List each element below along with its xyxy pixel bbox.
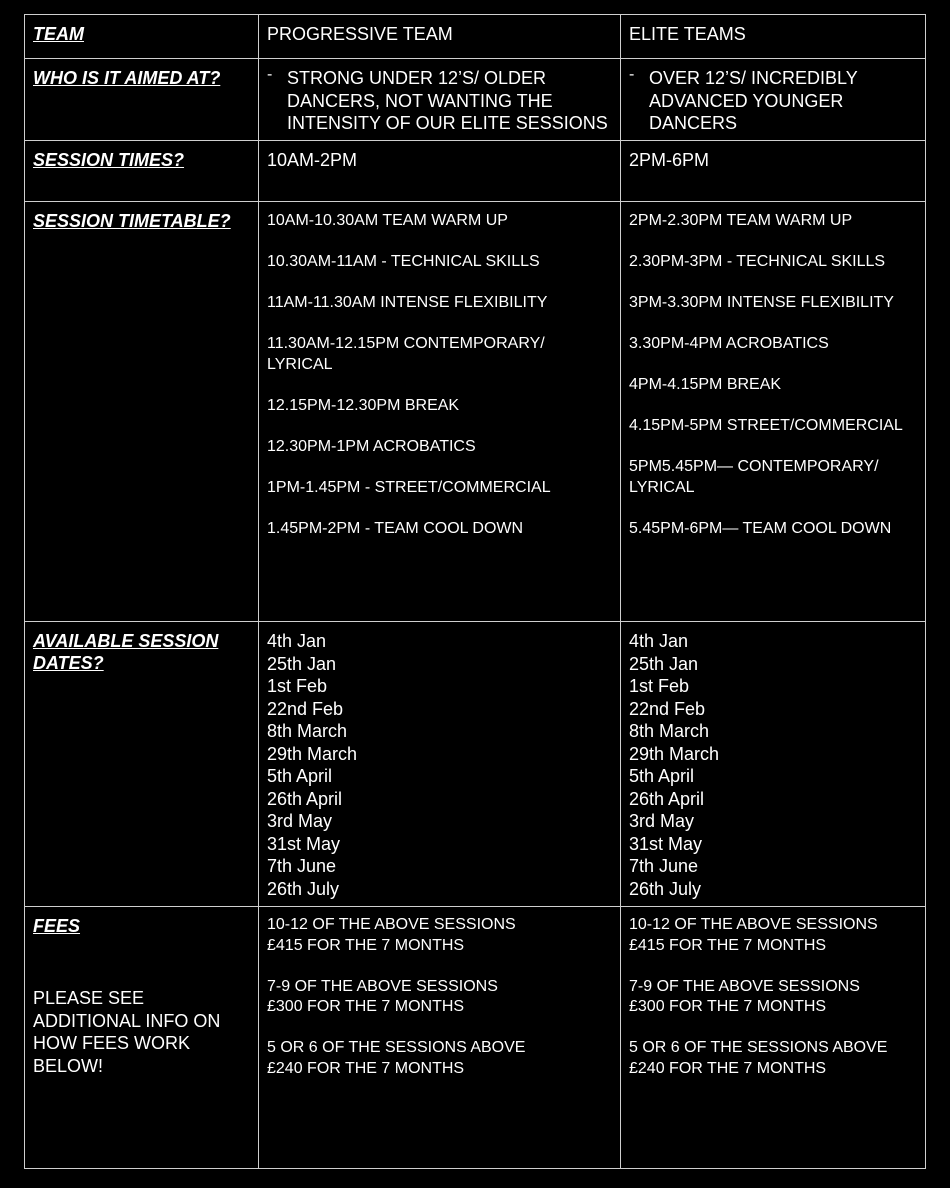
fees-label: FEES	[33, 916, 81, 936]
aimed-label-cell	[25, 59, 259, 141]
timetable-item: 10AM-10.30AM TEAM WARM UP	[267, 212, 508, 229]
timetable-item: 1.45PM-2PM - TEAM COOL DOWN	[267, 519, 524, 537]
timetable-item: 5.45PM-6PM— TEAM COOL DOWN	[629, 519, 892, 537]
timetable-row	[25, 202, 926, 622]
date-item: 22nd Feb	[267, 698, 344, 719]
timetable-item: 3.30PM-4PM ACROBATICS	[629, 335, 829, 352]
date-item: 8th March	[629, 721, 710, 741]
fees-progressive-cell	[259, 907, 621, 1169]
fee-sessions: 5 OR 6 OF THE SESSIONS ABOVE	[629, 1039, 888, 1056]
fees-label-cell	[25, 907, 259, 1169]
dates-row	[25, 622, 926, 907]
timetable-label-cell	[25, 202, 259, 622]
date-item: 26th July	[629, 878, 702, 899]
timetable-item: 11AM-11.30AM INTENSE FLEXIBILITY	[267, 294, 548, 311]
dates-progressive-cell	[259, 622, 621, 907]
bullet-dash: -	[629, 66, 635, 83]
fee-sessions: 7-9 OF THE ABOVE SESSIONS	[629, 977, 860, 995]
team-label: TEAM	[33, 24, 84, 44]
fee-sessions: 5 OR 6 OF THE SESSIONS ABOVE	[267, 1039, 526, 1056]
date-item: 5th April	[629, 766, 695, 786]
timetable-elite-cell	[621, 202, 926, 622]
header-elite-cell	[621, 15, 926, 59]
timetable-label: SESSION TIMETABLE?	[33, 211, 231, 231]
date-item: 26th April	[267, 788, 343, 809]
timetable-item: 2.30PM-3PM - TECHNICAL SKILLS	[629, 253, 886, 270]
header-progressive-cell	[259, 15, 621, 59]
aimed-elite-cell	[621, 59, 926, 141]
fee-price: £300 FOR THE 7 MONTHS	[267, 998, 465, 1015]
timetable-item: 2PM-2.30PM TEAM WARM UP	[629, 212, 853, 229]
fee-price: £415 FOR THE 7 MONTHS	[629, 936, 827, 954]
timetable-item: 12.15PM-12.30PM BREAK	[267, 396, 460, 414]
aimed-row	[25, 59, 926, 141]
date-item: 26th April	[629, 788, 705, 809]
fee-option	[267, 977, 612, 1018]
fee-option	[629, 1038, 917, 1079]
fee-price: £300 FOR THE 7 MONTHS	[629, 998, 827, 1015]
fee-option	[629, 915, 917, 956]
fee-sessions: 7-9 OF THE ABOVE SESSIONS	[267, 977, 498, 995]
timetable-item: 12.30PM-1PM ACROBATICS	[267, 437, 476, 455]
date-item: 25th Jan	[267, 653, 337, 674]
aimed-progressive-cell	[259, 59, 621, 141]
date-item: 29th March	[629, 743, 720, 764]
dates-elite-cell	[621, 622, 926, 907]
date-item: 1st Feb	[629, 676, 690, 696]
team-schedule-table	[24, 14, 926, 1169]
timetable-progressive-cell	[259, 202, 621, 622]
timetable-item: 4.15PM-5PM STREET/COMMERCIAL	[629, 417, 903, 434]
bullet-dash: -	[267, 66, 273, 83]
progressive-session-times: 10AM-2PM	[267, 150, 358, 170]
date-item: 26th July	[267, 878, 340, 899]
elite-teams-heading: ELITE TEAMS	[629, 24, 746, 44]
progressive-dates-list	[259, 622, 620, 900]
timetable-item: 4PM-4.15PM BREAK	[629, 376, 782, 393]
fee-price: £415 FOR THE 7 MONTHS	[267, 936, 465, 954]
date-item: 31st May	[629, 833, 703, 854]
timetable-item: 3PM-3.30PM INTENSE FLEXIBILITY	[629, 294, 894, 311]
date-item: 3rd May	[629, 811, 695, 831]
progressive-team-heading: PROGRESSIVE TEAM	[267, 24, 453, 44]
date-item: 22nd Feb	[629, 698, 706, 719]
aimed-progressive-text: STRONG UNDER 12’S/ OLDER DANCERS, NOT WANTING THE INTENSITY OF OUR ELITE SESSIONS	[287, 68, 608, 133]
header-label-cell	[25, 15, 259, 59]
date-item: 4th Jan	[267, 631, 327, 651]
date-item: 31st May	[267, 833, 341, 854]
date-item: 29th March	[267, 743, 358, 764]
dates-label: AVAILABLE SESSION DATES?	[33, 631, 219, 673]
progressive-timetable-list	[259, 202, 620, 539]
date-item: 7th June	[629, 856, 699, 876]
fees-note: PLEASE SEE ADDITIONAL INFO ON HOW FEES WORK BELOW!	[33, 988, 221, 1076]
fee-option	[629, 977, 917, 1018]
timetable-item: 10.30AM-11AM - TECHNICAL SKILLS	[267, 253, 540, 270]
elite-dates-list	[621, 622, 925, 900]
elite-fees	[621, 907, 925, 1079]
dates-label-cell	[25, 622, 259, 907]
fee-sessions: 10-12 OF THE ABOVE SESSIONS	[267, 916, 516, 933]
aimed-label: WHO IS IT AIMED AT?	[33, 68, 221, 88]
progressive-fees	[259, 907, 620, 1079]
aimed-elite-text: OVER 12’S/ INCREDIBLY ADVANCED YOUNGER DANCERS	[649, 68, 858, 133]
date-item: 5th April	[267, 766, 333, 786]
times-label: SESSION TIMES?	[33, 150, 185, 170]
timetable-item: 11.30AM-12.15PM CONTEMPORARY/ LYRICAL	[267, 335, 545, 373]
fee-option	[267, 915, 612, 956]
times-progressive-cell	[259, 141, 621, 202]
times-elite-cell	[621, 141, 926, 202]
date-item: 4th Jan	[629, 631, 689, 651]
fees-elite-cell	[621, 907, 926, 1169]
header-row	[25, 15, 926, 59]
fee-option	[267, 1038, 612, 1079]
date-item: 3rd May	[267, 811, 333, 831]
date-item: 1st Feb	[267, 676, 328, 696]
timetable-item: 5PM5.45PM— CONTEMPORARY/ LYRICAL	[629, 458, 879, 496]
timetable-item: 1PM-1.45PM - STREET/COMMERCIAL	[267, 478, 551, 496]
elite-session-times: 2PM-6PM	[629, 150, 710, 170]
times-row	[25, 141, 926, 202]
date-item: 7th June	[267, 856, 337, 876]
elite-timetable-list	[621, 202, 925, 539]
date-item: 8th March	[267, 721, 348, 741]
date-item: 25th Jan	[629, 653, 699, 674]
fee-price: £240 FOR THE 7 MONTHS	[629, 1059, 827, 1077]
fees-row	[25, 907, 926, 1169]
fee-price: £240 FOR THE 7 MONTHS	[267, 1059, 465, 1077]
fee-sessions: 10-12 OF THE ABOVE SESSIONS	[629, 916, 878, 933]
times-label-cell	[25, 141, 259, 202]
